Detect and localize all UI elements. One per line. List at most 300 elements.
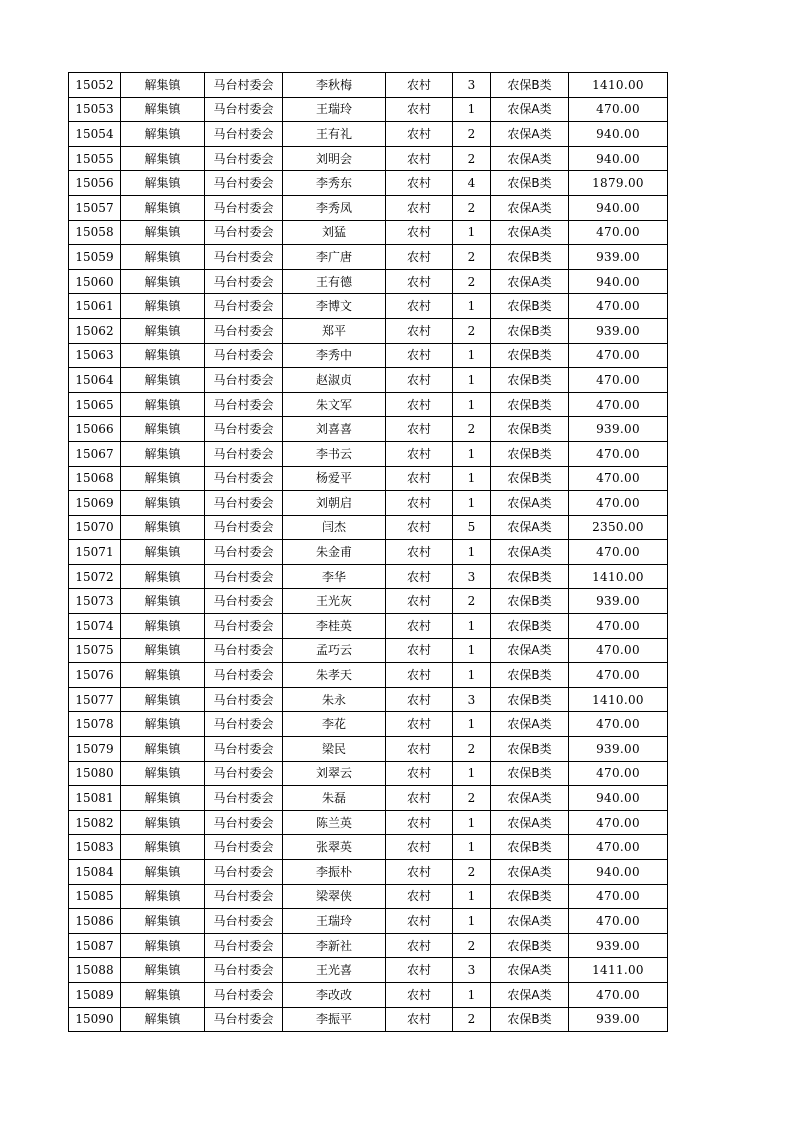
record-id-cell: 15064 bbox=[69, 368, 121, 393]
category-cell: 农保A类 bbox=[491, 195, 569, 220]
person-name-cell: 孟巧云 bbox=[283, 638, 386, 663]
table-row bbox=[69, 687, 668, 712]
table-row bbox=[69, 73, 668, 98]
member-count-cell: 1 bbox=[453, 982, 491, 1007]
amount-cell: 940.00 bbox=[569, 146, 668, 171]
area-type-cell: 农村 bbox=[386, 318, 453, 343]
town-cell: 解集镇 bbox=[121, 737, 205, 762]
area-type-cell: 农村 bbox=[386, 171, 453, 196]
category-cell: 农保A类 bbox=[491, 786, 569, 811]
record-id-cell: 15066 bbox=[69, 417, 121, 442]
person-name-cell: 李秀凤 bbox=[283, 195, 386, 220]
amount-cell: 470.00 bbox=[569, 982, 668, 1007]
person-name-cell: 朱金甫 bbox=[283, 540, 386, 565]
table-row bbox=[69, 171, 668, 196]
town-cell: 解集镇 bbox=[121, 417, 205, 442]
member-count-cell: 3 bbox=[453, 958, 491, 983]
village-cell: 马台村委会 bbox=[205, 564, 283, 589]
person-name-cell: 杨爱平 bbox=[283, 466, 386, 491]
table-row bbox=[69, 860, 668, 885]
member-count-cell: 2 bbox=[453, 318, 491, 343]
amount-cell: 470.00 bbox=[569, 663, 668, 688]
category-cell: 农保B类 bbox=[491, 392, 569, 417]
area-type-cell: 农村 bbox=[386, 614, 453, 639]
member-count-cell: 1 bbox=[453, 466, 491, 491]
member-count-cell: 2 bbox=[453, 786, 491, 811]
person-name-cell: 陈兰英 bbox=[283, 810, 386, 835]
record-id-cell: 15088 bbox=[69, 958, 121, 983]
table-row bbox=[69, 343, 668, 368]
table-row bbox=[69, 1007, 668, 1032]
village-cell: 马台村委会 bbox=[205, 515, 283, 540]
person-name-cell: 李振朴 bbox=[283, 860, 386, 885]
person-name-cell: 李博文 bbox=[283, 294, 386, 319]
amount-cell: 1410.00 bbox=[569, 73, 668, 98]
member-count-cell: 2 bbox=[453, 122, 491, 147]
village-cell: 马台村委会 bbox=[205, 761, 283, 786]
area-type-cell: 农村 bbox=[386, 269, 453, 294]
record-id-cell: 15053 bbox=[69, 97, 121, 122]
table-row bbox=[69, 515, 668, 540]
record-id-cell: 15057 bbox=[69, 195, 121, 220]
area-type-cell: 农村 bbox=[386, 663, 453, 688]
category-cell: 农保A类 bbox=[491, 540, 569, 565]
member-count-cell: 2 bbox=[453, 860, 491, 885]
record-id-cell: 15075 bbox=[69, 638, 121, 663]
category-cell: 农保B类 bbox=[491, 663, 569, 688]
member-count-cell: 1 bbox=[453, 761, 491, 786]
member-count-cell: 1 bbox=[453, 491, 491, 516]
area-type-cell: 农村 bbox=[386, 687, 453, 712]
amount-cell: 940.00 bbox=[569, 122, 668, 147]
category-cell: 农保B类 bbox=[491, 835, 569, 860]
amount-cell: 1879.00 bbox=[569, 171, 668, 196]
category-cell: 农保B类 bbox=[491, 368, 569, 393]
member-count-cell: 3 bbox=[453, 687, 491, 712]
person-name-cell: 朱永 bbox=[283, 687, 386, 712]
town-cell: 解集镇 bbox=[121, 343, 205, 368]
amount-cell: 939.00 bbox=[569, 589, 668, 614]
table-row bbox=[69, 294, 668, 319]
amount-cell: 940.00 bbox=[569, 269, 668, 294]
area-type-cell: 农村 bbox=[386, 786, 453, 811]
member-count-cell: 2 bbox=[453, 589, 491, 614]
record-id-cell: 15078 bbox=[69, 712, 121, 737]
record-id-cell: 15089 bbox=[69, 982, 121, 1007]
area-type-cell: 农村 bbox=[386, 884, 453, 909]
amount-cell: 940.00 bbox=[569, 195, 668, 220]
record-id-cell: 15080 bbox=[69, 761, 121, 786]
amount-cell: 470.00 bbox=[569, 220, 668, 245]
member-count-cell: 1 bbox=[453, 220, 491, 245]
village-cell: 马台村委会 bbox=[205, 392, 283, 417]
category-cell: 农保B类 bbox=[491, 441, 569, 466]
record-id-cell: 15077 bbox=[69, 687, 121, 712]
village-cell: 马台村委会 bbox=[205, 810, 283, 835]
area-type-cell: 农村 bbox=[386, 958, 453, 983]
amount-cell: 939.00 bbox=[569, 245, 668, 270]
village-cell: 马台村委会 bbox=[205, 786, 283, 811]
table-row bbox=[69, 761, 668, 786]
member-count-cell: 2 bbox=[453, 269, 491, 294]
town-cell: 解集镇 bbox=[121, 933, 205, 958]
amount-cell: 2350.00 bbox=[569, 515, 668, 540]
record-id-cell: 15083 bbox=[69, 835, 121, 860]
area-type-cell: 农村 bbox=[386, 392, 453, 417]
person-name-cell: 梁民 bbox=[283, 737, 386, 762]
village-cell: 马台村委会 bbox=[205, 860, 283, 885]
table-row bbox=[69, 786, 668, 811]
category-cell: 农保B类 bbox=[491, 294, 569, 319]
village-cell: 马台村委会 bbox=[205, 146, 283, 171]
amount-cell: 939.00 bbox=[569, 1007, 668, 1032]
table-row bbox=[69, 810, 668, 835]
town-cell: 解集镇 bbox=[121, 392, 205, 417]
amount-cell: 470.00 bbox=[569, 466, 668, 491]
area-type-cell: 农村 bbox=[386, 982, 453, 1007]
person-name-cell: 王光喜 bbox=[283, 958, 386, 983]
record-id-cell: 15055 bbox=[69, 146, 121, 171]
member-count-cell: 1 bbox=[453, 392, 491, 417]
category-cell: 农保A类 bbox=[491, 515, 569, 540]
village-cell: 马台村委会 bbox=[205, 884, 283, 909]
person-name-cell: 李振平 bbox=[283, 1007, 386, 1032]
village-cell: 马台村委会 bbox=[205, 614, 283, 639]
town-cell: 解集镇 bbox=[121, 982, 205, 1007]
category-cell: 农保A类 bbox=[491, 491, 569, 516]
category-cell: 农保B类 bbox=[491, 761, 569, 786]
member-count-cell: 2 bbox=[453, 146, 491, 171]
record-id-cell: 15069 bbox=[69, 491, 121, 516]
amount-cell: 470.00 bbox=[569, 392, 668, 417]
table-row bbox=[69, 220, 668, 245]
area-type-cell: 农村 bbox=[386, 245, 453, 270]
amount-cell: 470.00 bbox=[569, 614, 668, 639]
area-type-cell: 农村 bbox=[386, 1007, 453, 1032]
member-count-cell: 4 bbox=[453, 171, 491, 196]
amount-cell: 470.00 bbox=[569, 810, 668, 835]
member-count-cell: 2 bbox=[453, 245, 491, 270]
member-count-cell: 1 bbox=[453, 540, 491, 565]
town-cell: 解集镇 bbox=[121, 441, 205, 466]
village-cell: 马台村委会 bbox=[205, 294, 283, 319]
amount-cell: 470.00 bbox=[569, 638, 668, 663]
record-id-cell: 15072 bbox=[69, 564, 121, 589]
table-row bbox=[69, 97, 668, 122]
town-cell: 解集镇 bbox=[121, 466, 205, 491]
record-id-cell: 15054 bbox=[69, 122, 121, 147]
area-type-cell: 农村 bbox=[386, 146, 453, 171]
member-count-cell: 1 bbox=[453, 97, 491, 122]
amount-cell: 939.00 bbox=[569, 933, 668, 958]
amount-cell: 470.00 bbox=[569, 368, 668, 393]
person-name-cell: 李秀中 bbox=[283, 343, 386, 368]
category-cell: 农保A类 bbox=[491, 909, 569, 934]
person-name-cell: 李桂英 bbox=[283, 614, 386, 639]
town-cell: 解集镇 bbox=[121, 318, 205, 343]
record-id-cell: 15068 bbox=[69, 466, 121, 491]
village-cell: 马台村委会 bbox=[205, 466, 283, 491]
category-cell: 农保A类 bbox=[491, 982, 569, 1007]
record-id-cell: 15060 bbox=[69, 269, 121, 294]
table-row bbox=[69, 122, 668, 147]
category-cell: 农保B类 bbox=[491, 318, 569, 343]
table-row bbox=[69, 540, 668, 565]
person-name-cell: 李新社 bbox=[283, 933, 386, 958]
category-cell: 农保B类 bbox=[491, 614, 569, 639]
person-name-cell: 刘猛 bbox=[283, 220, 386, 245]
category-cell: 农保B类 bbox=[491, 245, 569, 270]
amount-cell: 470.00 bbox=[569, 909, 668, 934]
category-cell: 农保B类 bbox=[491, 884, 569, 909]
record-id-cell: 15059 bbox=[69, 245, 121, 270]
town-cell: 解集镇 bbox=[121, 810, 205, 835]
table-body bbox=[69, 73, 668, 1032]
village-cell: 马台村委会 bbox=[205, 122, 283, 147]
town-cell: 解集镇 bbox=[121, 122, 205, 147]
village-cell: 马台村委会 bbox=[205, 982, 283, 1007]
area-type-cell: 农村 bbox=[386, 417, 453, 442]
village-cell: 马台村委会 bbox=[205, 589, 283, 614]
town-cell: 解集镇 bbox=[121, 958, 205, 983]
table-row bbox=[69, 269, 668, 294]
area-type-cell: 农村 bbox=[386, 368, 453, 393]
member-count-cell: 1 bbox=[453, 441, 491, 466]
member-count-cell: 1 bbox=[453, 810, 491, 835]
table-row bbox=[69, 195, 668, 220]
town-cell: 解集镇 bbox=[121, 73, 205, 98]
table-row bbox=[69, 589, 668, 614]
record-id-cell: 15058 bbox=[69, 220, 121, 245]
amount-cell: 470.00 bbox=[569, 712, 668, 737]
table-row bbox=[69, 146, 668, 171]
person-name-cell: 王有礼 bbox=[283, 122, 386, 147]
area-type-cell: 农村 bbox=[386, 294, 453, 319]
category-cell: 农保A类 bbox=[491, 638, 569, 663]
area-type-cell: 农村 bbox=[386, 933, 453, 958]
record-id-cell: 15082 bbox=[69, 810, 121, 835]
person-name-cell: 赵淑贞 bbox=[283, 368, 386, 393]
table-row bbox=[69, 318, 668, 343]
area-type-cell: 农村 bbox=[386, 97, 453, 122]
area-type-cell: 农村 bbox=[386, 638, 453, 663]
person-name-cell: 李改改 bbox=[283, 982, 386, 1007]
town-cell: 解集镇 bbox=[121, 638, 205, 663]
table-row bbox=[69, 417, 668, 442]
person-name-cell: 李华 bbox=[283, 564, 386, 589]
person-name-cell: 朱文军 bbox=[283, 392, 386, 417]
person-name-cell: 王光灰 bbox=[283, 589, 386, 614]
table-row bbox=[69, 466, 668, 491]
member-count-cell: 1 bbox=[453, 294, 491, 319]
member-count-cell: 1 bbox=[453, 614, 491, 639]
member-count-cell: 2 bbox=[453, 417, 491, 442]
amount-cell: 939.00 bbox=[569, 737, 668, 762]
record-id-cell: 15062 bbox=[69, 318, 121, 343]
member-count-cell: 2 bbox=[453, 1007, 491, 1032]
category-cell: 农保A类 bbox=[491, 146, 569, 171]
area-type-cell: 农村 bbox=[386, 737, 453, 762]
table-row bbox=[69, 638, 668, 663]
area-type-cell: 农村 bbox=[386, 564, 453, 589]
town-cell: 解集镇 bbox=[121, 564, 205, 589]
person-name-cell: 刘朝启 bbox=[283, 491, 386, 516]
village-cell: 马台村委会 bbox=[205, 835, 283, 860]
table-row bbox=[69, 982, 668, 1007]
person-name-cell: 郑平 bbox=[283, 318, 386, 343]
category-cell: 农保B类 bbox=[491, 933, 569, 958]
town-cell: 解集镇 bbox=[121, 909, 205, 934]
amount-cell: 470.00 bbox=[569, 441, 668, 466]
amount-cell: 470.00 bbox=[569, 97, 668, 122]
member-count-cell: 2 bbox=[453, 737, 491, 762]
town-cell: 解集镇 bbox=[121, 712, 205, 737]
record-id-cell: 15056 bbox=[69, 171, 121, 196]
person-name-cell: 李广唐 bbox=[283, 245, 386, 270]
record-id-cell: 15061 bbox=[69, 294, 121, 319]
village-cell: 马台村委会 bbox=[205, 663, 283, 688]
record-id-cell: 15085 bbox=[69, 884, 121, 909]
village-cell: 马台村委会 bbox=[205, 171, 283, 196]
village-cell: 马台村委会 bbox=[205, 269, 283, 294]
record-id-cell: 15079 bbox=[69, 737, 121, 762]
amount-cell: 940.00 bbox=[569, 860, 668, 885]
village-cell: 马台村委会 bbox=[205, 491, 283, 516]
person-name-cell: 李秀东 bbox=[283, 171, 386, 196]
village-cell: 马台村委会 bbox=[205, 417, 283, 442]
amount-cell: 470.00 bbox=[569, 294, 668, 319]
town-cell: 解集镇 bbox=[121, 220, 205, 245]
record-id-cell: 15070 bbox=[69, 515, 121, 540]
town-cell: 解集镇 bbox=[121, 97, 205, 122]
category-cell: 农保A类 bbox=[491, 122, 569, 147]
amount-cell: 939.00 bbox=[569, 318, 668, 343]
category-cell: 农保B类 bbox=[491, 466, 569, 491]
record-id-cell: 15074 bbox=[69, 614, 121, 639]
table-row bbox=[69, 884, 668, 909]
village-cell: 马台村委会 bbox=[205, 958, 283, 983]
amount-cell: 940.00 bbox=[569, 786, 668, 811]
area-type-cell: 农村 bbox=[386, 712, 453, 737]
village-cell: 马台村委会 bbox=[205, 638, 283, 663]
village-cell: 马台村委会 bbox=[205, 687, 283, 712]
area-type-cell: 农村 bbox=[386, 195, 453, 220]
amount-cell: 1410.00 bbox=[569, 687, 668, 712]
record-id-cell: 15081 bbox=[69, 786, 121, 811]
area-type-cell: 农村 bbox=[386, 73, 453, 98]
category-cell: 农保B类 bbox=[491, 687, 569, 712]
record-id-cell: 15065 bbox=[69, 392, 121, 417]
record-id-cell: 15073 bbox=[69, 589, 121, 614]
record-id-cell: 15071 bbox=[69, 540, 121, 565]
village-cell: 马台村委会 bbox=[205, 1007, 283, 1032]
village-cell: 马台村委会 bbox=[205, 737, 283, 762]
village-cell: 马台村委会 bbox=[205, 343, 283, 368]
village-cell: 马台村委会 bbox=[205, 97, 283, 122]
table-row bbox=[69, 737, 668, 762]
person-name-cell: 张翠英 bbox=[283, 835, 386, 860]
village-cell: 马台村委会 bbox=[205, 318, 283, 343]
area-type-cell: 农村 bbox=[386, 220, 453, 245]
table-row bbox=[69, 564, 668, 589]
table-row bbox=[69, 712, 668, 737]
table-row bbox=[69, 392, 668, 417]
area-type-cell: 农村 bbox=[386, 835, 453, 860]
table-row bbox=[69, 958, 668, 983]
village-cell: 马台村委会 bbox=[205, 933, 283, 958]
area-type-cell: 农村 bbox=[386, 122, 453, 147]
town-cell: 解集镇 bbox=[121, 884, 205, 909]
record-id-cell: 15084 bbox=[69, 860, 121, 885]
table-row bbox=[69, 245, 668, 270]
person-name-cell: 刘明会 bbox=[283, 146, 386, 171]
person-name-cell: 李书云 bbox=[283, 441, 386, 466]
town-cell: 解集镇 bbox=[121, 663, 205, 688]
area-type-cell: 农村 bbox=[386, 761, 453, 786]
area-type-cell: 农村 bbox=[386, 343, 453, 368]
category-cell: 农保B类 bbox=[491, 343, 569, 368]
table-row bbox=[69, 663, 668, 688]
amount-cell: 470.00 bbox=[569, 491, 668, 516]
record-id-cell: 15076 bbox=[69, 663, 121, 688]
town-cell: 解集镇 bbox=[121, 687, 205, 712]
town-cell: 解集镇 bbox=[121, 368, 205, 393]
town-cell: 解集镇 bbox=[121, 245, 205, 270]
category-cell: 农保A类 bbox=[491, 97, 569, 122]
town-cell: 解集镇 bbox=[121, 540, 205, 565]
person-name-cell: 李秋梅 bbox=[283, 73, 386, 98]
table-row bbox=[69, 614, 668, 639]
person-name-cell: 朱磊 bbox=[283, 786, 386, 811]
member-count-cell: 1 bbox=[453, 663, 491, 688]
town-cell: 解集镇 bbox=[121, 786, 205, 811]
amount-cell: 470.00 bbox=[569, 835, 668, 860]
person-name-cell: 王瑞玲 bbox=[283, 97, 386, 122]
category-cell: 农保A类 bbox=[491, 712, 569, 737]
member-count-cell: 2 bbox=[453, 195, 491, 220]
member-count-cell: 1 bbox=[453, 712, 491, 737]
village-cell: 马台村委会 bbox=[205, 195, 283, 220]
member-count-cell: 5 bbox=[453, 515, 491, 540]
person-name-cell: 朱孝天 bbox=[283, 663, 386, 688]
category-cell: 农保B类 bbox=[491, 589, 569, 614]
member-count-cell: 1 bbox=[453, 638, 491, 663]
table-row bbox=[69, 933, 668, 958]
record-id-cell: 15086 bbox=[69, 909, 121, 934]
amount-cell: 470.00 bbox=[569, 343, 668, 368]
category-cell: 农保B类 bbox=[491, 737, 569, 762]
village-cell: 马台村委会 bbox=[205, 73, 283, 98]
amount-cell: 1410.00 bbox=[569, 564, 668, 589]
category-cell: 农保A类 bbox=[491, 958, 569, 983]
town-cell: 解集镇 bbox=[121, 146, 205, 171]
record-id-cell: 15063 bbox=[69, 343, 121, 368]
member-count-cell: 1 bbox=[453, 368, 491, 393]
area-type-cell: 农村 bbox=[386, 466, 453, 491]
town-cell: 解集镇 bbox=[121, 171, 205, 196]
table-row bbox=[69, 909, 668, 934]
person-name-cell: 王有德 bbox=[283, 269, 386, 294]
category-cell: 农保A类 bbox=[491, 810, 569, 835]
category-cell: 农保B类 bbox=[491, 171, 569, 196]
record-id-cell: 15052 bbox=[69, 73, 121, 98]
town-cell: 解集镇 bbox=[121, 1007, 205, 1032]
area-type-cell: 农村 bbox=[386, 441, 453, 466]
person-name-cell: 刘翠云 bbox=[283, 761, 386, 786]
member-count-cell: 1 bbox=[453, 343, 491, 368]
person-name-cell: 王瑞玲 bbox=[283, 909, 386, 934]
record-id-cell: 15087 bbox=[69, 933, 121, 958]
